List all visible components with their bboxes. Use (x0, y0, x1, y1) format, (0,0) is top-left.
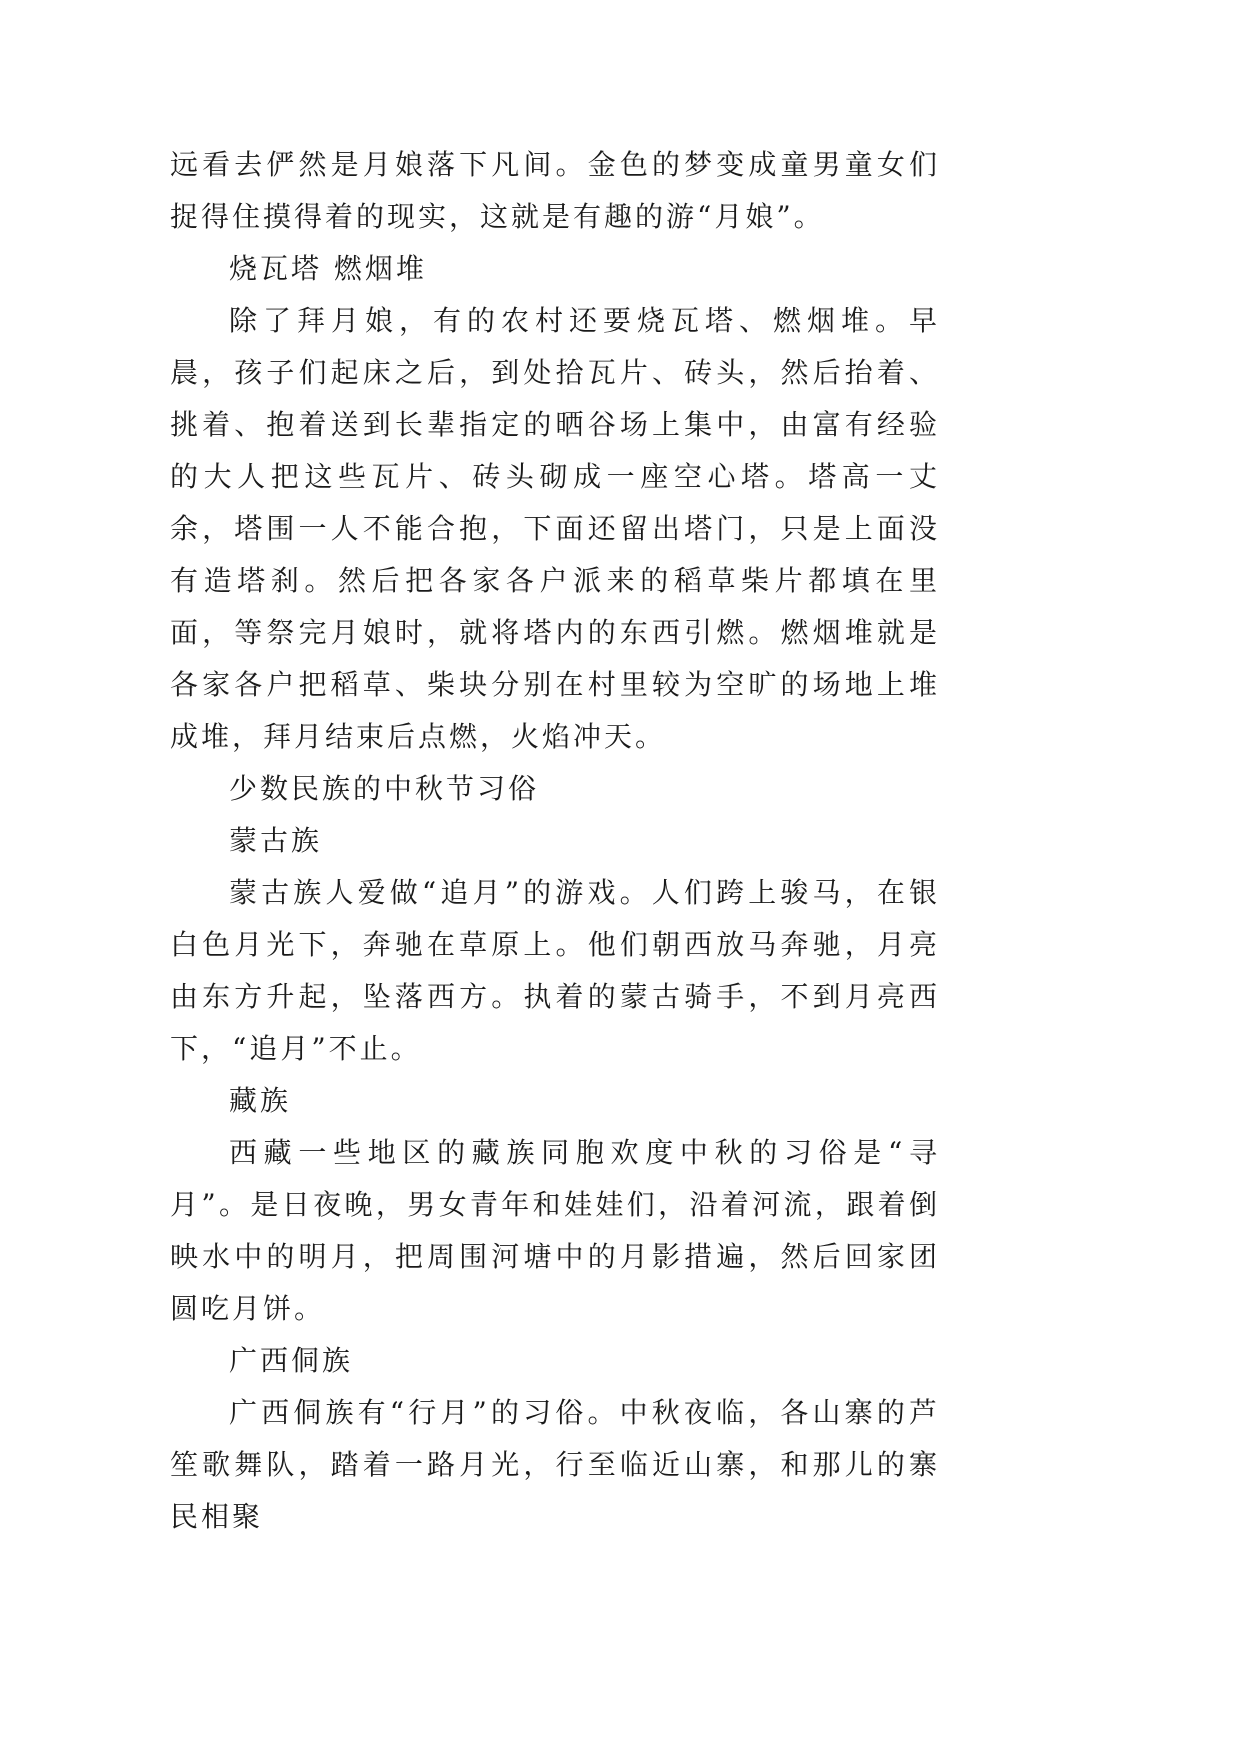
paragraph-mongol: 蒙古族人爱做“追月”的游戏。人们跨上骏马，在银白色月光下，奔驰在草原上。他们朝西放马奔驰，月亮由东方升起，坠落西方。执着的蒙古骑手，不到月亮西下，“追月”不止。 (170, 876, 940, 1065)
section-heading-tibetan: 藏族 (229, 1084, 292, 1117)
section-heading-dong: 广西侗族 (229, 1344, 354, 1377)
section-heading-wata: 烧瓦塔 燃烟堆 (229, 252, 427, 285)
paragraph-dong: 广西侗族有“行月”的习俗。中秋夜临，各山寨的芦笙歌舞队，踏着一路月光，行至临近山寨，和那儿的寨民相聚 (170, 1396, 940, 1533)
paragraph-continuation: 远看去俨然是月娘落下凡间。金色的梦变成童男童女们捉得住摸得着的现实，这就是有趣的游“月娘”。 (170, 148, 940, 233)
section-heading-mongol: 蒙古族 (229, 824, 323, 857)
document-body (170, 139, 940, 1543)
paragraph-wata: 除了拜月娘，有的农村还要烧瓦塔、燃烟堆。早晨，孩子们起床之后，到处拾瓦片、砖头，然后抬着、挑着、抱着送到长辈指定的晒谷场上集中，由富有经验的大人把这些瓦片、砖头砌成一座空心塔。塔高一丈余，塔围一人不能合抱，下面还留出塔门，只是上面没有造塔刹。然后把各家各户派来的稻草柴片都填在里面，等祭完月娘时，就将塔内的东西引燃。燃烟堆就是各家各户把稻草、柴块分别在村里较为空旷的场地上堆成堆，拜月结束后点燃，火焰冲天。 (170, 304, 940, 753)
paragraph-tibetan: 西藏一些地区的藏族同胞欢度中秋的习俗是“寻月”。是日夜晚，男女青年和娃娃们，沿着河流，跟着倒映水中的明月，把周围河塘中的月影措遍，然后回家团圆吃月饼。 (170, 1136, 940, 1325)
section-heading-minority: 少数民族的中秋节习俗 (229, 772, 540, 805)
